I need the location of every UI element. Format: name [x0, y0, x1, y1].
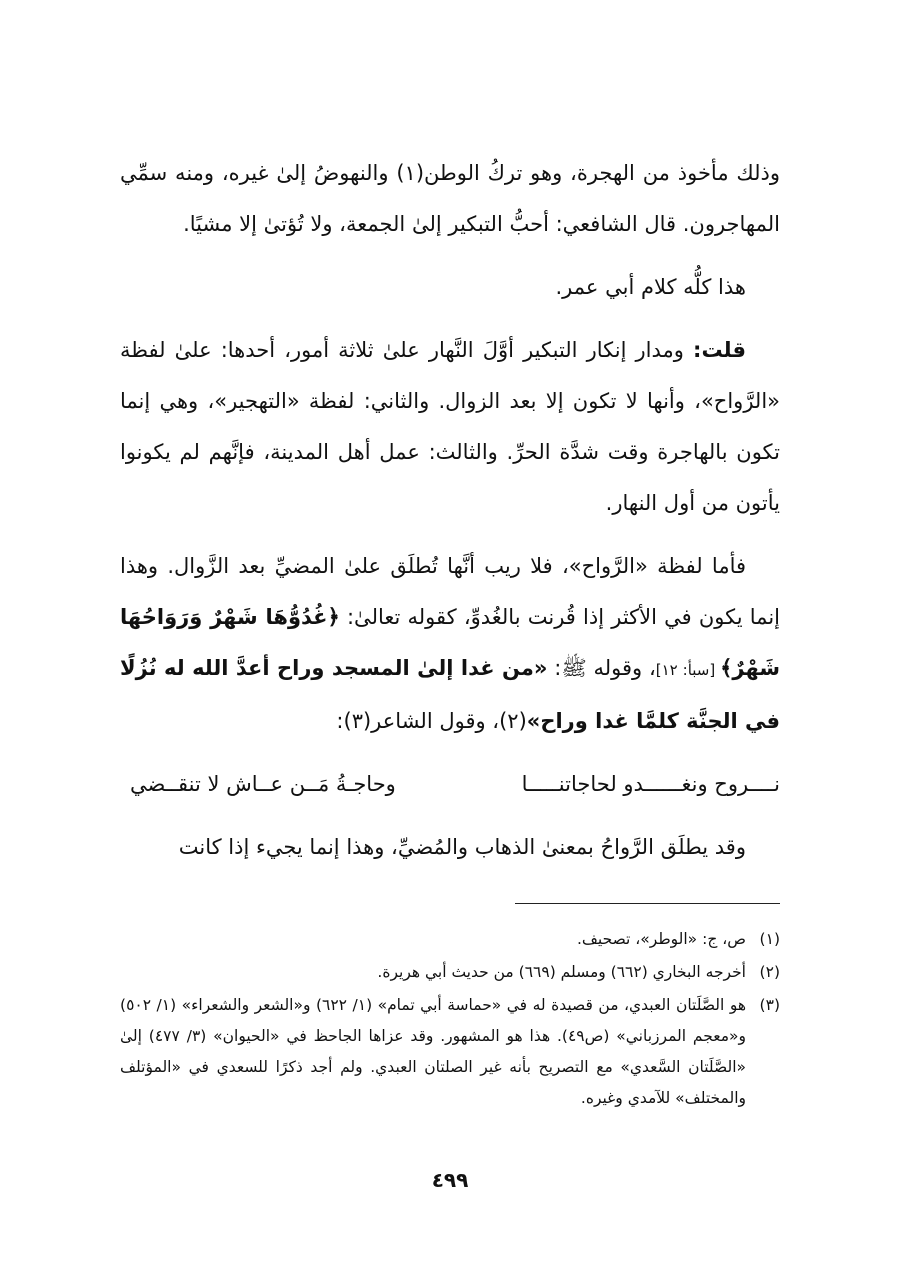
footnote-number: (٢)	[759, 963, 780, 981]
verse-first-hemistich: نــــروح ونغــــــدو لحاجاتنـــــا	[521, 772, 780, 796]
hadith-quote: «من غدا إلىٰ المسجد وراح أعدَّ الله له نُزُلًا في الجنَّة كلمَّا غدا وراح»	[120, 656, 780, 733]
paragraph-5: وقد يطلَق الرَّواحُ بمعنىٰ الذهاب والمُضيِّ، وهذا إنما يجيء إذا كانت	[178, 835, 746, 859]
page-number: ٤٩٩	[431, 1168, 469, 1192]
paragraph-4-text-b: ، وقوله ﷺ:	[547, 656, 656, 680]
paragraph-2: هذا كلُّه كلام أبي عمر.	[555, 275, 746, 299]
main-text	[120, 148, 780, 885]
quran-reference: [سبأ: ١٢]	[655, 661, 721, 679]
footnote-text: ص، ج: «الوطر»، تصحيف.	[576, 930, 746, 948]
footnotes	[120, 924, 780, 1116]
footnote-number: (٣)	[759, 996, 780, 1014]
footnote-1	[120, 924, 780, 955]
verse-second-hemistich: وحاجـةُ مَــن عــاش لا تنقــضي	[130, 772, 396, 796]
footnote-2	[120, 957, 780, 988]
paragraph-4-text-a: فأما لفظة «الرَّواح»، فلا ريب أنَّها تُطلَق علىٰ المضيِّ بعد الزَّوال. وهذا إنما يكون في الأكثر إذا قُرنت بالغُدوِّ، كقوله تعالىٰ:	[120, 554, 780, 629]
footnote-text: هو الصَّلَتان العبدي، من قصيدة له في «حماسة أبي تمام» (١/ ٦٢٢) و«الشعر والشعراء» (١/ ٥٠٢) و«معجم المرزباني» (ص٤٩). هذا هو المشهور. وقد عزاها الجاحظ في «الحيوان» (٣/ ٤٧٧) إلىٰ «الصَّلَتان السَّعدي» مع التصريح بأنه غير الصلتان العبدي. ولم أجد ذكرًا للسعدي في «المؤتلف والمختلف» للآمدي وغيره.	[120, 996, 747, 1107]
paragraph-1: وذلك مأخوذ من الهجرة، وهو تركُ الوطن(١) والنهوضُ إلىٰ غيره، ومنه سمِّي المهاجرون. قال الشافعي: أحبُّ التبكير إلىٰ الجمعة، ولا تُؤتىٰ إلا مشيًا.	[120, 161, 780, 236]
paragraph-4	[120, 541, 780, 747]
paragraph-3	[120, 325, 780, 529]
footnote-divider	[515, 903, 780, 904]
paragraph-4-text-c: (٢)، وقول الشاعر(٣):	[336, 709, 527, 733]
footnote-text: أخرجه البخاري (٦٦٢) ومسلم (٦٦٩) من حديث أبي هريرة.	[377, 963, 746, 981]
footnote-number: (١)	[759, 930, 780, 948]
poetry-verse	[120, 759, 780, 810]
quran-verse: ﴿غُدُوُّهَا شَهْرٌ وَرَوَاحُهَا شَهْرٌ﴾	[120, 605, 780, 680]
footnote-3	[120, 990, 780, 1114]
paragraph-3-text: ومدار إنكار التبكير أوَّلَ النَّهار علىٰ ثلاثة أمور، أحدها: علىٰ لفظة «الرَّواح»، وأنها لا تكون إلا بعد الزوال. والثاني: لفظة «التهجير»، وهي إنما تكون بالهاجرة وقت شدَّة الحرِّ. والثالث: عمل أهل المدينة، فإنَّهم لم يكونوا يأتون من أول النهار.	[120, 338, 780, 515]
paragraph-3-lead: قلت:	[693, 338, 746, 362]
